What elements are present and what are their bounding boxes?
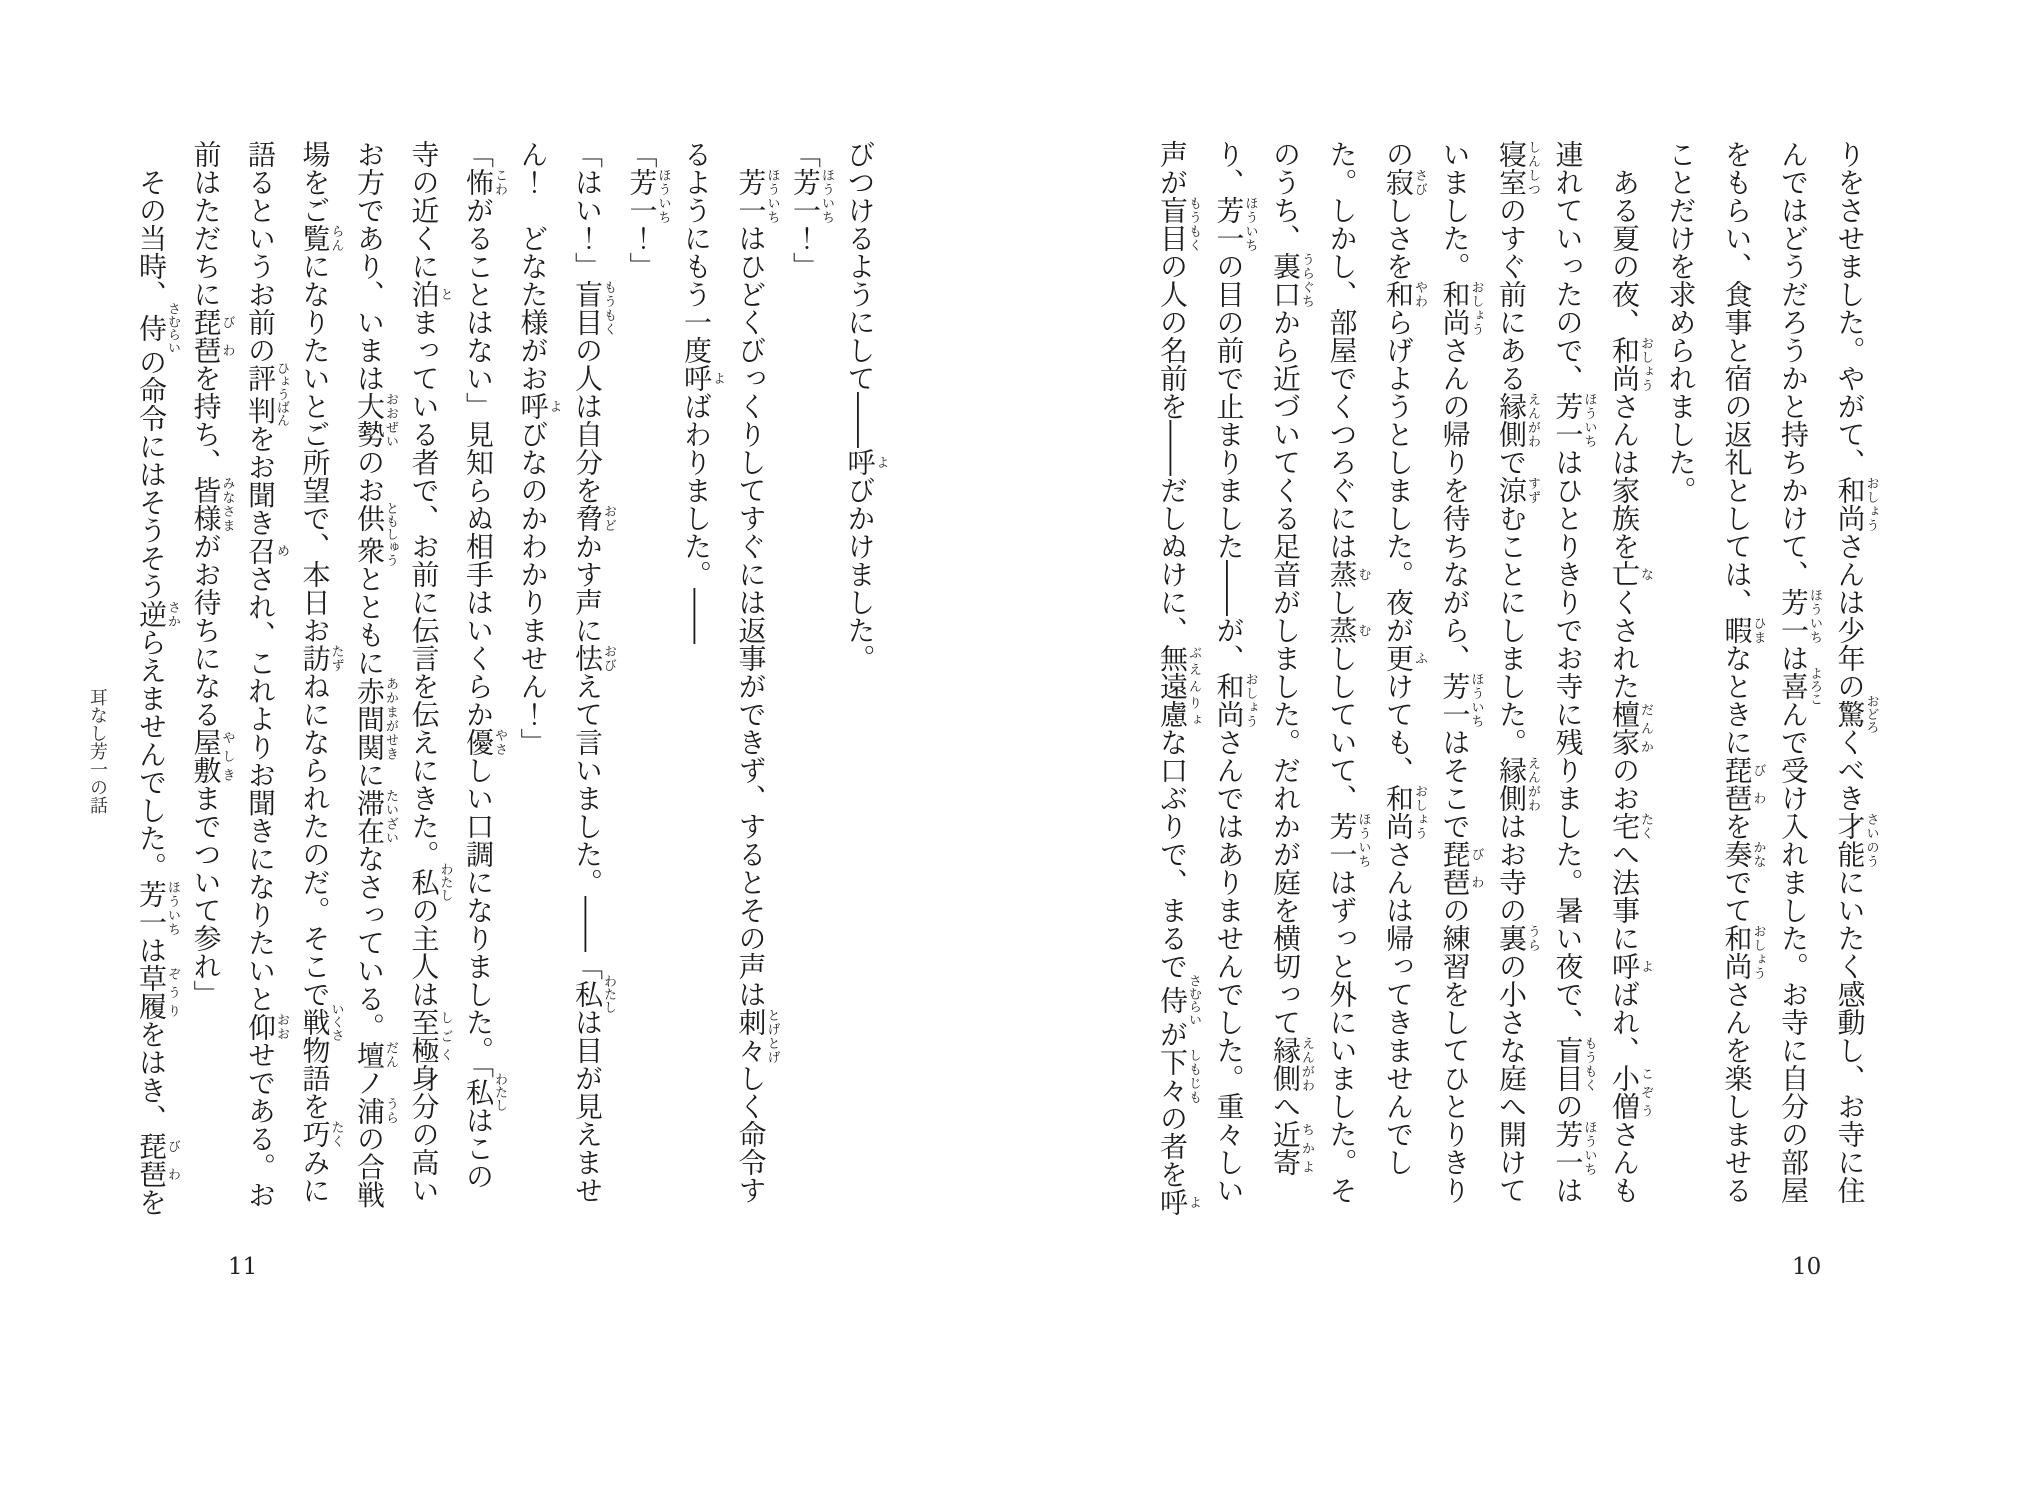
text-column: りをさせました。やがて、和尚おしょうさんは少年の驚おどろくべき才能さいのうにいたく感動し、お寺に住 [1833,140,1879,1204]
ruby-annotated-word: 芳一ほういち [135,880,180,936]
text-column: 声が盲目もうもくの人の名前を――だしぬけに、無遠慮ぶえんりょな口ぶりで、まるで侍さむらいが下々しもじもの者を呼よ [1156,140,1201,1216]
ruby-annotated-word: 召め [244,536,289,565]
ruby-annotated-word: 喜よろこ [1777,666,1822,706]
ruby-annotated-word: 琵琶びわ [1438,840,1484,896]
ruby-annotated-word: 芳一ほういち [1212,196,1258,252]
ruby-annotated-word: 泊と [407,280,453,308]
text-column: ことだけを求められました。 [1664,140,1698,504]
text-column: り、芳一ほういちの目の前で止まりました――が、和尚おしょうさんではありませんでした。重々しい [1212,140,1258,1204]
ruby-annotated-word: 縁側えんがわ [1495,392,1540,448]
text-column: 「怖こわがることはない」見知らぬ相手はいくらか優やさしい口調になりました。「私わたしはこの [462,140,507,1190]
text-column: ん！ どなた様がお呼よびなのかわかりません！」 [516,140,562,756]
page-11-number: 11 [228,1254,258,1280]
text-column: 「芳一ほういち！」 [789,140,834,280]
text-column: 連れていったので、芳一ほういちはひとりきりでお寺に残りました。暑い夜で、盲目もうもくの芳一ほういちは [1551,140,1597,1204]
ruby-annotated-word: 供衆ともしゅう [353,501,398,567]
text-column: その当時、侍さむらいの命令にはそうそう逆さからえませんでした。芳一ほういちは草履ぞうりをはき、琵琶びわを [135,168,180,1216]
ruby-annotated-word: 巧たく [298,1120,344,1148]
text-column: 語るというお前の評判ひょうばんをお聞き召めされ、これよりお聞きになりたいと仰おおせである。お [244,140,289,1209]
ruby-annotated-word: 才能さいのう [1833,812,1879,868]
ruby-annotated-word: 下々しもじも [1156,1048,1201,1104]
ruby-annotated-word: 和尚おしょう [1608,336,1653,392]
ruby-annotated-word: 呼よ [680,364,725,392]
text-column: のうち、裏口うらぐちから近づいてくる足音がしました。だれかが庭を横切って縁側えんがわへ近寄ちかよ [1269,140,1314,1176]
ruby-annotated-word: 盲目もうもく [571,280,616,336]
ruby-annotated-word: 皆様みなさま [189,476,235,532]
ruby-annotated-word: 刺々とげとげ [734,1008,780,1064]
ruby-annotated-word: 涼すず [1495,476,1540,504]
ruby-annotated-word: 琵琶びわ [1720,756,1766,812]
ruby-annotated-word: 侍さむらい [135,302,180,354]
ruby-annotated-word: 芳一ほういち [1551,1120,1597,1176]
text-column: いました。和尚おしょうさんの帰りを待ちながら、芳一ほういちはそこで琵琶びわの練習をしてひとりきり [1438,140,1484,1204]
ruby-annotated-word: 驚おどろ [1833,694,1879,734]
ruby-annotated-word: 芳一ほういち [625,168,671,224]
ruby-annotated-word: 奏かな [1720,840,1766,868]
text-column: お方であり、いまは大勢おおぜいのお供衆ともしゅうとともに赤間関あかまがせきに滞在たいざいなさっている。壇だんノ浦うらの合戦 [353,140,398,1209]
ruby-annotated-word: 蒸む [1325,616,1371,644]
ruby-annotated-word: 赤間関あかまがせき [353,676,398,761]
ruby-annotated-word: 芳一ほういち [1777,588,1822,644]
text-column: 寺の近くに泊とまっている者で、お前に伝言を伝えにきた。私わたしの主人は至極しごく身分の高い [407,140,453,1204]
ruby-annotated-word: 覧らん [298,224,344,252]
ruby-annotated-word: 浦うら [353,1096,398,1125]
ruby-annotated-word: 至極しごく [407,1008,453,1064]
ruby-annotated-word: 私わたし [407,862,453,902]
running-head: 耳なし芳一の話 [87,688,108,814]
text-column: 前はただちに琵琶びわを持ち、皆様みなさまがお待ちになる屋敷やしきまでついて参れ」 [189,140,235,1008]
ruby-annotated-word: 和尚おしょう [1833,476,1879,532]
ruby-annotated-word: 呼よ [1156,1188,1201,1216]
ruby-annotated-word: 訪たず [298,644,344,672]
ruby-annotated-word: 侍さむらい [1156,974,1201,1026]
ruby-annotated-word: 仰おお [244,1012,289,1041]
ruby-annotated-word: 脅おど [571,504,616,532]
ruby-annotated-word: 優やさ [462,728,507,756]
text-column: 「芳一ほういち！」 [625,140,671,280]
ruby-annotated-word: 私わたし [571,974,616,1014]
ruby-annotated-word: 小僧こぞう [1608,1064,1653,1120]
ruby-annotated-word: 怯おび [571,644,616,672]
ruby-annotated-word: 和尚おしょう [1438,280,1484,336]
ruby-annotated-word: 縁側えんがわ [1269,1036,1314,1092]
text-column: ある夏の夜、和尚おしょうさんは家族を亡なくされた檀家だんかのお宅たくへ法事に呼よばれ、小僧こぞうさんも [1608,168,1653,1204]
text-column: んではどうだろうかと持ちかけて、芳一ほういちは喜よろこんで受け入れました。お寺に自分の部屋 [1777,140,1822,1204]
text-column: るようにもう一度呼よばわりました。―― [680,140,725,644]
ruby-annotated-word: 戦いくさ [298,1002,344,1042]
text-column: びつけるようにして――呼よびかけました。 [843,140,889,672]
ruby-annotated-word: 怖こわ [462,168,507,196]
ruby-annotated-word: 近寄ちかよ [1269,1120,1314,1176]
ruby-annotated-word: 裏口うらぐち [1269,252,1314,308]
text-column: をもらい、食事と宿の返礼としては、暇ひまなときに琵琶びわを奏かなでて和尚おしょうさんを楽しませる [1720,140,1766,1204]
ruby-annotated-word: 芳一ほういち [734,168,780,224]
ruby-annotated-word: 滞在たいざい [353,788,398,845]
ruby-annotated-word: 裏うら [1495,924,1540,952]
ruby-annotated-word: 芳一ほういち [789,168,834,224]
ruby-annotated-word: 亡な [1608,560,1653,588]
ruby-annotated-word: 檀家だんか [1608,700,1653,756]
ruby-annotated-word: 琵琶びわ [189,308,235,364]
ruby-annotated-word: 芳一ほういち [1438,672,1484,728]
ruby-annotated-word: 大勢おおぜい [353,392,398,448]
ruby-annotated-word: 宅たく [1608,812,1653,840]
ruby-annotated-word: 暇ひま [1720,616,1766,644]
page-10-text-block [1144,140,1878,1260]
ruby-annotated-word: 呼よ [1608,952,1653,980]
text-column: 寝室しんしつのすぐ前にある縁側えんがわで涼すずむことにしました。縁側えんがわはお寺の裏うらの小さな庭へ開けて [1495,140,1540,1204]
ruby-annotated-word: 和尚おしょう [1212,672,1258,728]
text-column: 「はい！」盲目もうもくの人は自分を脅おどかす声に怯おびえて言いました。――「私わたしは目が見えませ [571,140,616,1204]
text-column: の寂さびしさを和やわらげようとしました。夜が更ふけても、和尚おしょうさんは帰ってきませんでし [1382,140,1427,1176]
page-10-number: 10 [1792,1254,1822,1280]
ruby-annotated-word: 壇だん [353,1040,398,1069]
ruby-annotated-word: 呼よ [516,392,562,420]
ruby-annotated-word: 蒸む [1325,560,1371,588]
text-column: た。しかし、部屋でくつろぐには蒸むし蒸むししていて、芳一ほういちはずっと外にいました。そ [1325,140,1371,1204]
ruby-annotated-word: 盲目もうもく [1156,196,1201,252]
ruby-annotated-word: 呼よ [843,448,889,476]
ruby-annotated-word: 更ふ [1382,644,1427,672]
ruby-annotated-word: 私わたし [462,1072,507,1112]
ruby-annotated-word: 盲目もうもく [1551,1036,1597,1092]
ruby-annotated-word: 琵琶びわ [135,1132,180,1188]
text-column: 場をご覧らんになりたいとご所望で、本日お訪たずねになられたのだ。そこで戦いくさ物語を巧たくみに [298,140,344,1204]
page-11-text-block [125,140,888,1260]
ruby-annotated-word: 和やわ [1382,280,1427,308]
ruby-annotated-word: 無遠慮ぶえんりょ [1156,644,1201,728]
ruby-annotated-word: 和尚おしょう [1382,784,1427,840]
ruby-annotated-word: 芳一ほういち [1551,392,1597,448]
ruby-annotated-word: 逆さか [135,600,180,628]
ruby-annotated-word: 評判ひょうばん [244,361,289,427]
ruby-annotated-word: 和尚おしょう [1720,924,1766,980]
ruby-annotated-word: 縁側えんがわ [1495,756,1540,812]
ruby-annotated-word: 寝室しんしつ [1495,140,1540,196]
ruby-annotated-word: 草履ぞうり [135,964,180,1020]
ruby-annotated-word: 屋敷やしき [189,728,235,784]
ruby-annotated-word: 芳一ほういち [1325,812,1371,868]
ruby-annotated-word: 寂さび [1382,168,1427,196]
text-column: 芳一ほういちはひどくびっくりしてすぐには返事ができず、するとその声は刺々とげとげしく命令す [734,168,780,1204]
